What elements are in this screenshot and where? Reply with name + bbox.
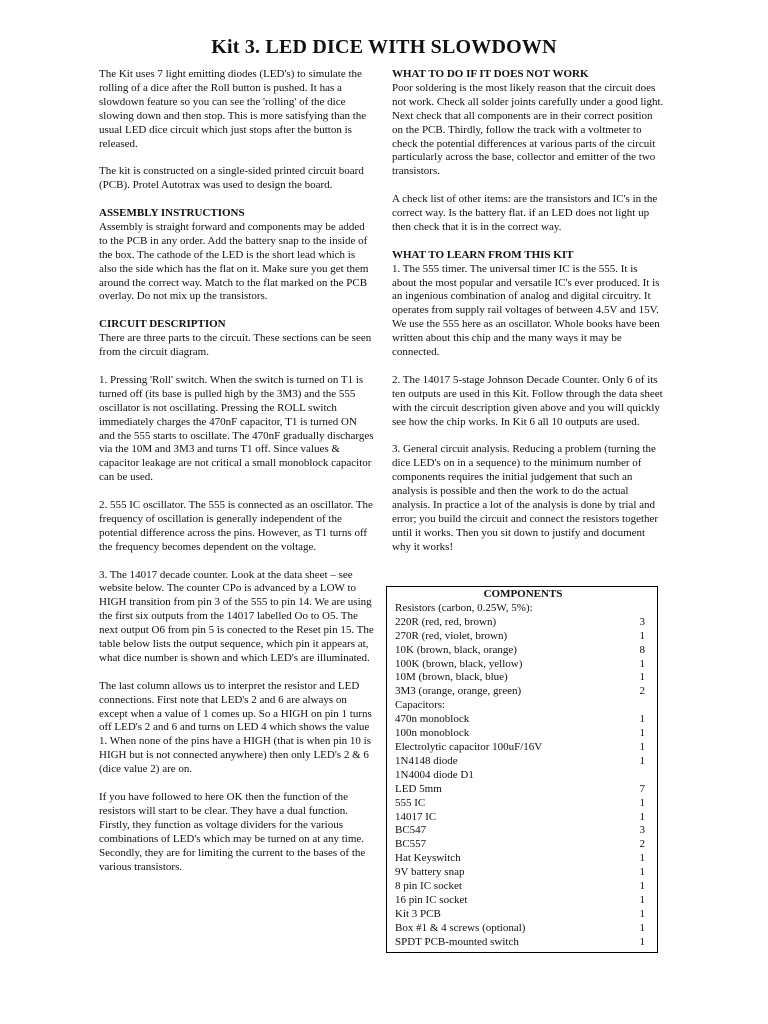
component-quantity: 1 [639, 866, 645, 879]
component-quantity: 1 [639, 935, 645, 948]
component-quantity: 1 [639, 671, 645, 684]
component-name: 100K (brown, black, yellow) [395, 657, 523, 670]
components-box [386, 586, 658, 953]
capacitors-label: Capacitors: [395, 699, 446, 712]
component-row [395, 922, 651, 936]
component-name: 8 pin IC socket [395, 880, 462, 893]
learn-paragraph: 1. The 555 timer. The universal timer IC is the 555. It is about the most popular and versatile IC's ever produced. It is an ingenious combination of analog and digital circuitry. It operates from supply rail voltages of between 4.5V and 15V. We use the 555 here as an oscillator. Whole books have been written about this chip and the many ways it may be connected. [392, 262, 660, 359]
component-quantity: 1 [639, 796, 645, 809]
troubleshoot-paragraph: Poor soldering is the most likely reason that the circuit does not work. Check all solder joints carefully under a good light. Next check that all components are in their correct position on the PCB. Thirdly, follow the track with a voltmeter to check the potential differences at various parts of the circuit particularly across the base, collector and emitter of the two transistors. [392, 81, 664, 178]
right-column [392, 68, 664, 569]
resistor-list [395, 616, 651, 699]
circuit-heading: CIRCUIT DESCRIPTION [99, 318, 226, 331]
left-column [99, 68, 375, 888]
component-name: 10K (brown, black, orange) [395, 643, 517, 656]
components-heading: COMPONENTS [483, 588, 563, 600]
component-row [395, 866, 651, 880]
component-name: 9V battery snap [395, 866, 465, 879]
component-row [395, 727, 651, 741]
component-quantity: 2 [639, 838, 645, 851]
component-row [395, 908, 651, 922]
component-row [395, 894, 651, 908]
component-row [395, 769, 651, 783]
component-list [395, 713, 651, 949]
component-row [395, 880, 651, 894]
intro-paragraph: The Kit uses 7 light emitting diodes (LED's) to simulate the rolling of a dice after the Roll button is pushed. It has a slowdown feature so you can see the 'rolling' of the dice slowing down and then stop. This is more satisfying than the usual LED dice circuit which just stops after the button is released. [99, 68, 367, 150]
component-quantity: 1 [639, 852, 645, 865]
component-row [395, 783, 651, 797]
component-name: 10M (brown, black, blue) [395, 671, 508, 684]
component-name: 100n monoblock [395, 727, 470, 740]
page-title: Kit 3. LED DICE WITH SLOWDOWN [211, 36, 557, 58]
circuit-paragraph: 3. The 14017 decade counter. Look at the data sheet – see website below. The counter CPo is advanced by a LOW to HIGH transition from pin 3 of the 555 to pin 14. We are using the first six outputs from the 14017 labelled Oo to O5. The next output O6 from pin 5 is conected to the Reset pin 15. The table below lists the output sequence, which pin it appears at, what dice number is shown and which LED's are illuminated. [99, 568, 374, 664]
component-quantity: 1 [639, 893, 645, 906]
component-name: 1N4004 diode D1 [395, 768, 474, 781]
component-name: Kit 3 PCB [395, 907, 441, 920]
component-quantity: 1 [639, 810, 645, 823]
component-row [395, 824, 651, 838]
component-quantity: 1 [639, 713, 645, 726]
troubleshoot-paragraph: A check list of other items: are the transistors and IC's in the correct way. Is the battery flat. if an LED does not light up then check that it is in the correct way. [392, 193, 658, 233]
component-name: BC547 [395, 824, 427, 837]
component-quantity: 1 [639, 754, 645, 767]
component-name: BC557 [395, 838, 427, 851]
circuit-paragraph: There are three parts to the circuit. These sections can be seen from the circuit diagram. [99, 332, 372, 359]
component-name: 270R (red, violet, brown) [395, 629, 508, 642]
circuit-paragraph: The last column allows us to interpret the resistor and LED connections. First note that LED's 2 and 6 are always on except when a value of 1 comes up. So a HIGH on pin 1 turns off LED's 2 and 6 and turns on LED 4 which shows the value 1. When none of the pins have a HIGH (that is when pin 10 is HIGH but is not connected anywhere) then only LED's 2 & 6 (dice value 2) are on. [99, 679, 372, 776]
component-quantity: 7 [639, 782, 645, 795]
component-quantity: 1 [639, 921, 645, 934]
circuit-paragraph: 1. Pressing 'Roll' switch. When the switch is turned on T1 is turned off (its base is pulled high by the 3M3) and the 555 oscillator is not oscillating. Pressing the ROLL switch immediately charges the 470nF capacitor, T1 is turned ON and the 555 starts to oscillate. The 470nF gradually discharges via the 10M and 3M3 and turns T1 off. Since values & capacitor leakage are not critical a small monoblock capacitor can be used. [99, 373, 374, 484]
circuit-paragraph: 2. 555 IC oscillator. The 555 is connected as an oscillator. The frequency of oscillation is generally independent of the potential difference across the pins. However, as T1 turns off the frequency becomes dependent on the voltage. [99, 499, 373, 553]
component-row [395, 741, 651, 755]
component-row [395, 838, 651, 852]
component-name: SPDT PCB-mounted switch [395, 935, 519, 948]
component-quantity [629, 769, 645, 783]
component-row [395, 936, 651, 950]
learn-heading: WHAT TO LEARN FROM THIS KIT [392, 248, 574, 261]
component-name: 470n monoblock [395, 713, 470, 726]
component-name: LED 5mm [395, 782, 442, 795]
component-quantity: 1 [639, 727, 645, 740]
component-row [395, 644, 651, 658]
component-quantity: 2 [639, 685, 645, 698]
learn-paragraph: 2. The 14017 5-stage Johnson Decade Counter. Only 6 of its ten outputs are used in this Kit. Follow through the data sheet with the circuit description given above and you will quickly see how the chip works. In Kit 6 all 10 outputs are used. [392, 373, 663, 428]
component-name: 14017 IC [395, 810, 437, 823]
component-name: 16 pin IC socket [395, 893, 468, 906]
component-quantity: 1 [639, 907, 645, 920]
intro-paragraph: The kit is constructed on a single-sided printed circuit board (PCB). Protel Autotrax was used to design the board. [99, 165, 364, 192]
component-quantity: 3 [639, 615, 645, 628]
component-name: Electrolytic capacitor 100uF/16V [395, 740, 543, 753]
assembly-paragraph: Assembly is straight forward and components may be added to the PCB in any order. Add the battery snap to the inside of the box. The cathode of the LED is the short lead which is also the side which has the flat on it. Make sure you get them around the correct way. Match to the flat marked on the PCB overlay. Do not mix up the transistors. [99, 220, 369, 303]
component-quantity: 3 [639, 824, 645, 837]
component-quantity: 8 [639, 643, 645, 656]
component-name: 3M3 (orange, orange, green) [395, 685, 522, 698]
component-quantity: 1 [639, 880, 645, 893]
component-row [395, 852, 651, 866]
component-quantity: 1 [639, 657, 645, 670]
component-row [395, 713, 651, 727]
component-row [395, 685, 651, 699]
component-row [395, 755, 651, 769]
component-name: 555 IC [395, 796, 426, 809]
component-row [395, 658, 651, 672]
component-name: Hat Keyswitch [395, 852, 461, 865]
component-row [395, 630, 651, 644]
component-row [395, 797, 651, 811]
troubleshoot-heading: WHAT TO DO IF IT DOES NOT WORK [392, 68, 589, 80]
component-row [395, 671, 651, 685]
component-name: Box #1 & 4 screws (optional) [395, 921, 526, 934]
circuit-paragraph: If you have followed to here OK then the function of the resistors will start to be clear. They have a dual function. Firstly, they function as voltage dividers for the various combinations of LED's which may be turned on at any time. Secondly, they are for limiting the current to the bases of the various transistors. [99, 791, 366, 873]
component-quantity: 1 [639, 629, 645, 642]
component-name: 220R (red, red, brown) [395, 615, 497, 628]
component-quantity: 1 [639, 740, 645, 753]
resistors-label: Resistors (carbon, 0.25W, 5%): [395, 601, 533, 614]
component-name: 1N4148 diode [395, 754, 458, 767]
learn-paragraph: 3. General circuit analysis. Reducing a problem (turning the dice LED's on in a sequence) to the minimum number of components requires the initial judgement that such an analysis is possible and then the work to do the actual analysis. In practice a lot of the analysis is done by trial and error; you build the circuit and connect the resistors together until it works. Then you sit down to justify and document why it works! [392, 443, 659, 553]
component-row [395, 811, 651, 825]
component-row [395, 616, 651, 630]
assembly-heading: ASSEMBLY INSTRUCTIONS [99, 207, 245, 220]
